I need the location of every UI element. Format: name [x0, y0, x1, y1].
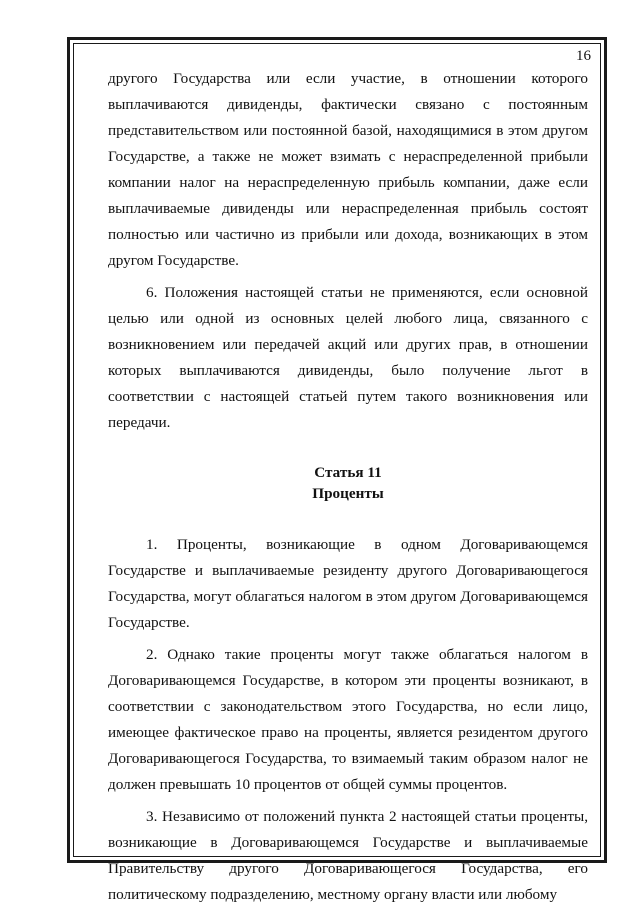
- article-title: Проценты: [312, 485, 384, 502]
- paragraph-continuation: другого Государства или если участие, в отношении которого выплачиваются дивиденды, фактически связано с постоянным представительством или постоянной базой, находящимися в этом другом Государстве, а также не может взимать с нераспределенной прибыли компании налог на нераспределенную прибыль компании, даже если выплачиваемые дивиденды или нераспределенная прибыль состоят полностью или частично из прибыли или дохода, возникающих в этом другом Государстве.: [108, 70, 588, 269]
- article-number: Статья 11: [314, 464, 382, 481]
- paragraph-item-1: 1. Проценты, возникающие в одном Договаривающемся Государстве и выплачиваемые резиденту другого Договаривающегося Государства, могут облагаться налогом в этом другом Договаривающемся Государстве.: [108, 536, 588, 631]
- page-number: 16: [576, 48, 591, 64]
- article-heading: [108, 462, 588, 504]
- paragraph-item-2: 2. Однако такие проценты могут также облагаться налогом в Договаривающемся Государстве, в котором эти проценты возникают, в соответствии с законодательством этого Государства, но если лицо, имеющее фактическое право на проценты, является резидентом другого Договаривающегося Государства, то взимаемый таким образом налог не должен превышать 10 процентов от общей суммы процентов.: [108, 646, 588, 793]
- paragraph-item-3: 3. Независимо от положений пункта 2 настоящей статьи проценты, возникающие в Договаривающемся Государстве и выплачиваемые Правительству другого Договаривающегося Государства, его политическому подразделению, местному органу власти или любому: [108, 808, 588, 903]
- document-body: [108, 66, 588, 908]
- paragraph-item-6: 6. Положения настоящей статьи не применяются, если основной целью или одной из основных целей любого лица, связанного с возникновением или передачей акций или других прав, в отношении которых выплачиваются дивиденды, было получение льгот в соответствии с настоящей статьей путем такого возникновения или передачи.: [108, 284, 588, 431]
